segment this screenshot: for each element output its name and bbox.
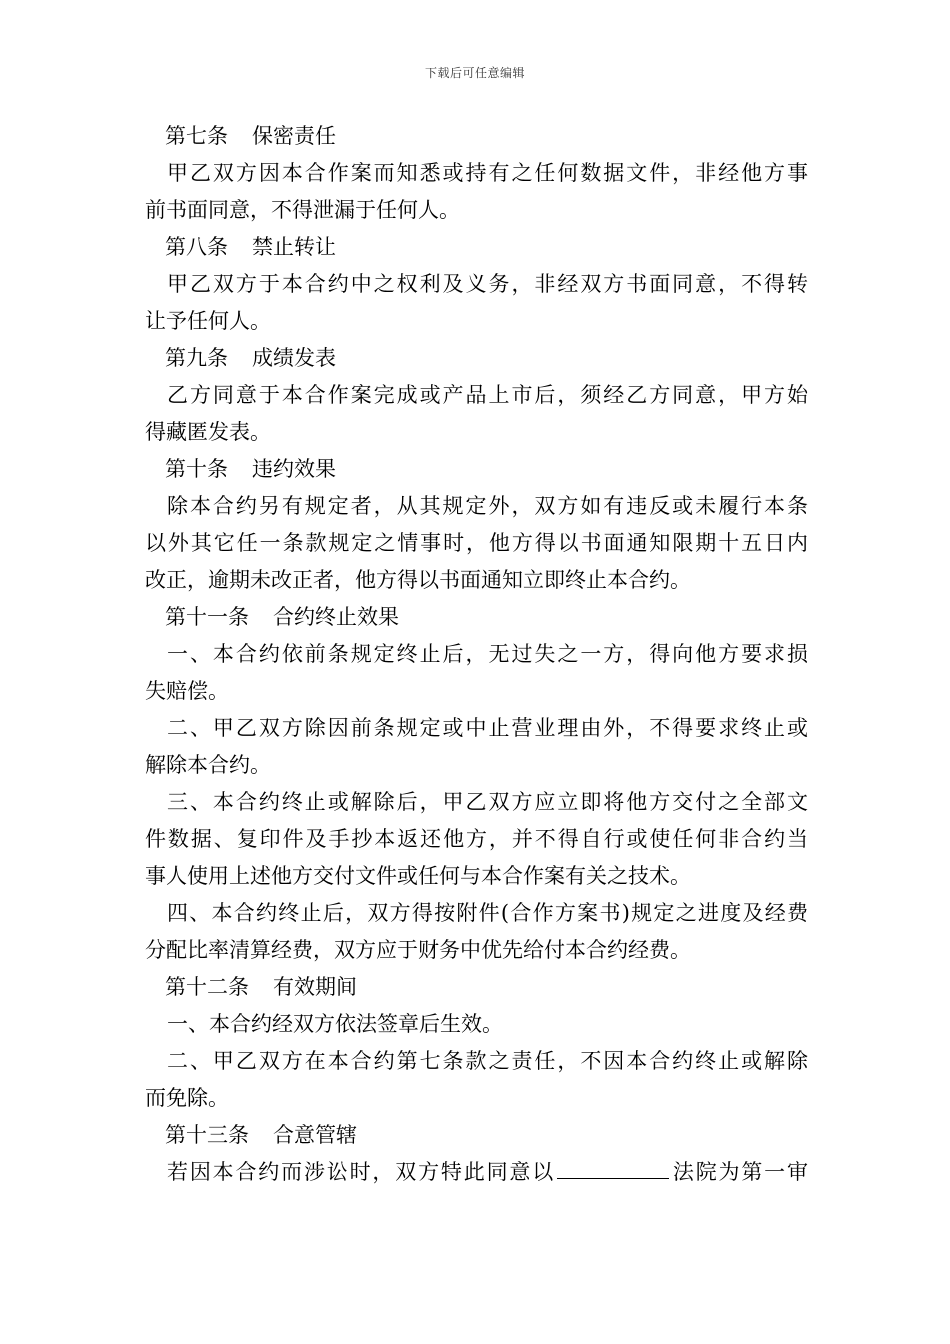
- paragraph: [145, 488, 808, 599]
- article-number: 第八条: [165, 235, 228, 259]
- article-title: 有效期间: [273, 975, 357, 999]
- paragraph: [145, 377, 808, 451]
- paragraph-line: 一、本合约经双方依法签章后生效。: [167, 1012, 503, 1036]
- paragraph-line: 得藏匿发表。: [145, 420, 271, 444]
- paragraph-line: 事人使用上述他方交付文件或任何与本合作案有关之技术。: [145, 864, 691, 888]
- paragraph-line: 改正，逾期未改正者，他方得以书面通知立即终止本合约。: [145, 568, 691, 592]
- article-number: 第十条: [165, 457, 228, 481]
- paragraph-line: 四、本合约终止后，双方得按附件(合作方案书)规定之进度及经费: [167, 901, 808, 925]
- paragraph: [145, 1006, 808, 1043]
- paragraph-line: 除本合约另有规定者，从其规定外，双方如有违反或未履行本条: [167, 494, 808, 518]
- article-title: 成绩发表: [252, 346, 336, 370]
- header-note: 下载后可任意编辑: [424, 66, 525, 80]
- paragraph-line: 失赔偿。: [145, 679, 229, 703]
- article-heading: [145, 118, 808, 155]
- paragraph-line: 二、甲乙双方除因前条规定或中止营业理由外，不得要求终止或: [167, 716, 808, 740]
- article-number: 第十一条: [165, 605, 249, 629]
- article-number: 第十二条: [165, 975, 249, 999]
- paragraph: [145, 636, 808, 710]
- article-heading: [145, 229, 808, 266]
- paragraph-line: 一、本合约依前条规定终止后，无过失之一方，得向他方要求损: [167, 642, 808, 666]
- paragraph-line: 以外其它任一条款规定之情事时，他方得以书面通知限期十五日内: [145, 531, 808, 555]
- paragraph-line: 三、本合约终止或解除后，甲乙双方应立即将他方交付之全部文: [167, 790, 808, 814]
- paragraph-line: 解除本合约。: [145, 753, 271, 777]
- article-title: 合约终止效果: [273, 605, 399, 629]
- paragraph-line: 甲乙双方于本合约中之权利及义务，非经双方书面同意，不得转: [167, 272, 808, 296]
- paragraph-line: 让予任何人。: [145, 309, 271, 333]
- article-heading: [145, 1117, 808, 1154]
- paragraph: [145, 784, 808, 895]
- article-heading: [145, 969, 808, 1006]
- paragraph-line: 甲乙双方因本合作案而知悉或持有之任何数据文件，非经他方事: [167, 161, 808, 185]
- paragraph-line: 而免除。: [145, 1086, 229, 1110]
- paragraph: [145, 266, 808, 340]
- court-name-blank[interactable]: [557, 1154, 669, 1179]
- paragraph: [145, 1043, 808, 1117]
- article-title: 违约效果: [252, 457, 336, 481]
- article-number: 第九条: [165, 346, 228, 370]
- article-title: 保密责任: [252, 124, 336, 148]
- article-title: 合意管辖: [273, 1123, 357, 1147]
- paragraph-line: 前书面同意，不得泄漏于任何人。: [145, 198, 460, 222]
- paragraph-line: 件数据、复印件及手抄本返还他方，并不得自行或使任何非合约当: [145, 827, 808, 851]
- article-number: 第十三条: [165, 1123, 249, 1147]
- document-body: [145, 118, 808, 1191]
- paragraph: [145, 155, 808, 229]
- article-heading: [145, 451, 808, 488]
- paragraph: [145, 895, 808, 969]
- article-number: 第七条: [165, 124, 228, 148]
- article-title: 禁止转让: [252, 235, 336, 259]
- paragraph-line: 分配比率清算经费，双方应于财务中优先给付本合约经费。: [145, 938, 691, 962]
- paragraph-line: 二、甲乙双方在本合约第七条款之责任，不因本合约终止或解除: [167, 1049, 808, 1073]
- article-heading: [145, 340, 808, 377]
- paragraph: [145, 710, 808, 784]
- article-heading: [145, 599, 808, 636]
- paragraph-line: 乙方同意于本合作案完成或产品上市后，须经乙方同意，甲方始: [167, 383, 808, 407]
- paragraph-line: 若因本合约而涉讼时，双方特此同意以 法院为第一审: [145, 1154, 808, 1191]
